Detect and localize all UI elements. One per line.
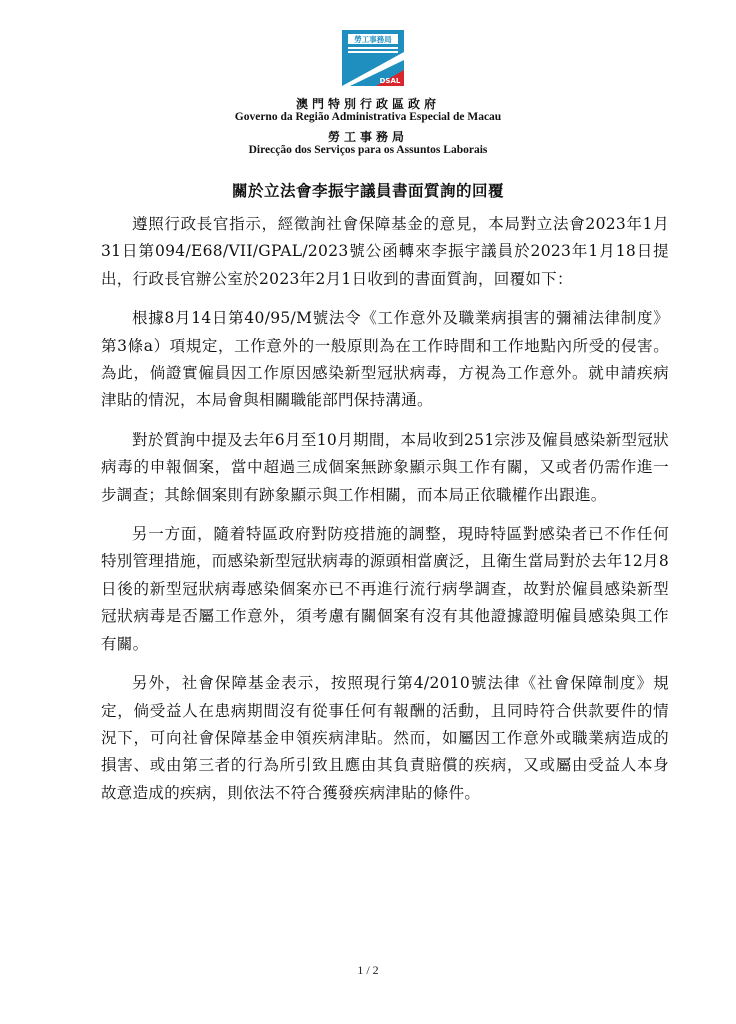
paragraph-1: 遵照行政長官指示，經徵詢社會保障基金的意見，本局對立法會2023年1月31日第094/E68/VII/GPAL/2023號公函轉來李振宇議員於2023年1月18日提出，行政長官辦公室於2023年2月1日收到的書面質詢，回覆如下： (101, 215, 669, 288)
org-name-cn: 澳門特別行政區政府 (295, 97, 440, 111)
dsal-logo (342, 30, 404, 86)
logo-sub-text: DSAL (379, 77, 401, 85)
paragraph-5: 另外，社會保障基金表示，按照現行第4/2010號法律《社會保障制度》規定，倘受益人在患病期間沒有從事任何有報酬的活動，且同時符合供款要件的情況下，可向社會保障基金申領疾病津貼。然而，如屬因工作意外或職業病造成的損害、或由第三者的行為所引致且應由其負責賠償的疾病，又或屬由受益人本身故意造成的疾病，則依法不符合獲發疾病津貼的條件。 (101, 674, 669, 802)
org-name-pt: Governo da Região Administrativa Especial de Macau (234, 111, 502, 123)
dsal-logo-graphic (342, 30, 404, 86)
document-body (101, 211, 669, 819)
paragraph-2: 根據8月14日第40/95/M號法令《工作意外及職業病損害的彌補法律制度》第3條a）項規定，工作意外的一般原則為在工作時間和工作地點內所受的侵害。為此，倘證實僱員因工作原因感染新型冠狀病毒，方視為工作意外。就申請疾病津貼的情況，本局會與相關職能部門保持溝通。 (101, 309, 669, 410)
dept-name-cn: 勞工事務局 (327, 130, 408, 144)
document-title: 關於立法會李振宇議員書面質詢的回覆 (231, 181, 504, 200)
paragraph-3: 對於質詢中提及去年6月至10月期間，本局收到251宗涉及僱員感染新型冠狀病毒的申報個案，當中超過三成個案無跡象顯示與工作有關，又或者仍需作進一步調查；其餘個案則有跡象顯示與工作相關，而本局正依職權作出跟進。 (101, 430, 669, 504)
logo-text: 勞工事務局 (354, 35, 392, 44)
page-number: 1 / 2 (357, 963, 379, 977)
paragraph-4: 另一方面，隨着特區政府對防疫措施的調整，現時特區對感染者已不作任何特別管理措施，而感染新型冠狀病毒的源頭相當廣泛，且衛生當局對於去年12月8日後的新型冠狀病毒感染個案亦已不再進行流行病學調查，故對於僱員感染新型冠狀病毒是否屬工作意外，須考慮有關個案有沒有其他證據證明僱員感染與工作有關。 (101, 525, 669, 653)
dept-name-pt: Direcção dos Serviços para os Assuntos Laborais (248, 144, 488, 156)
